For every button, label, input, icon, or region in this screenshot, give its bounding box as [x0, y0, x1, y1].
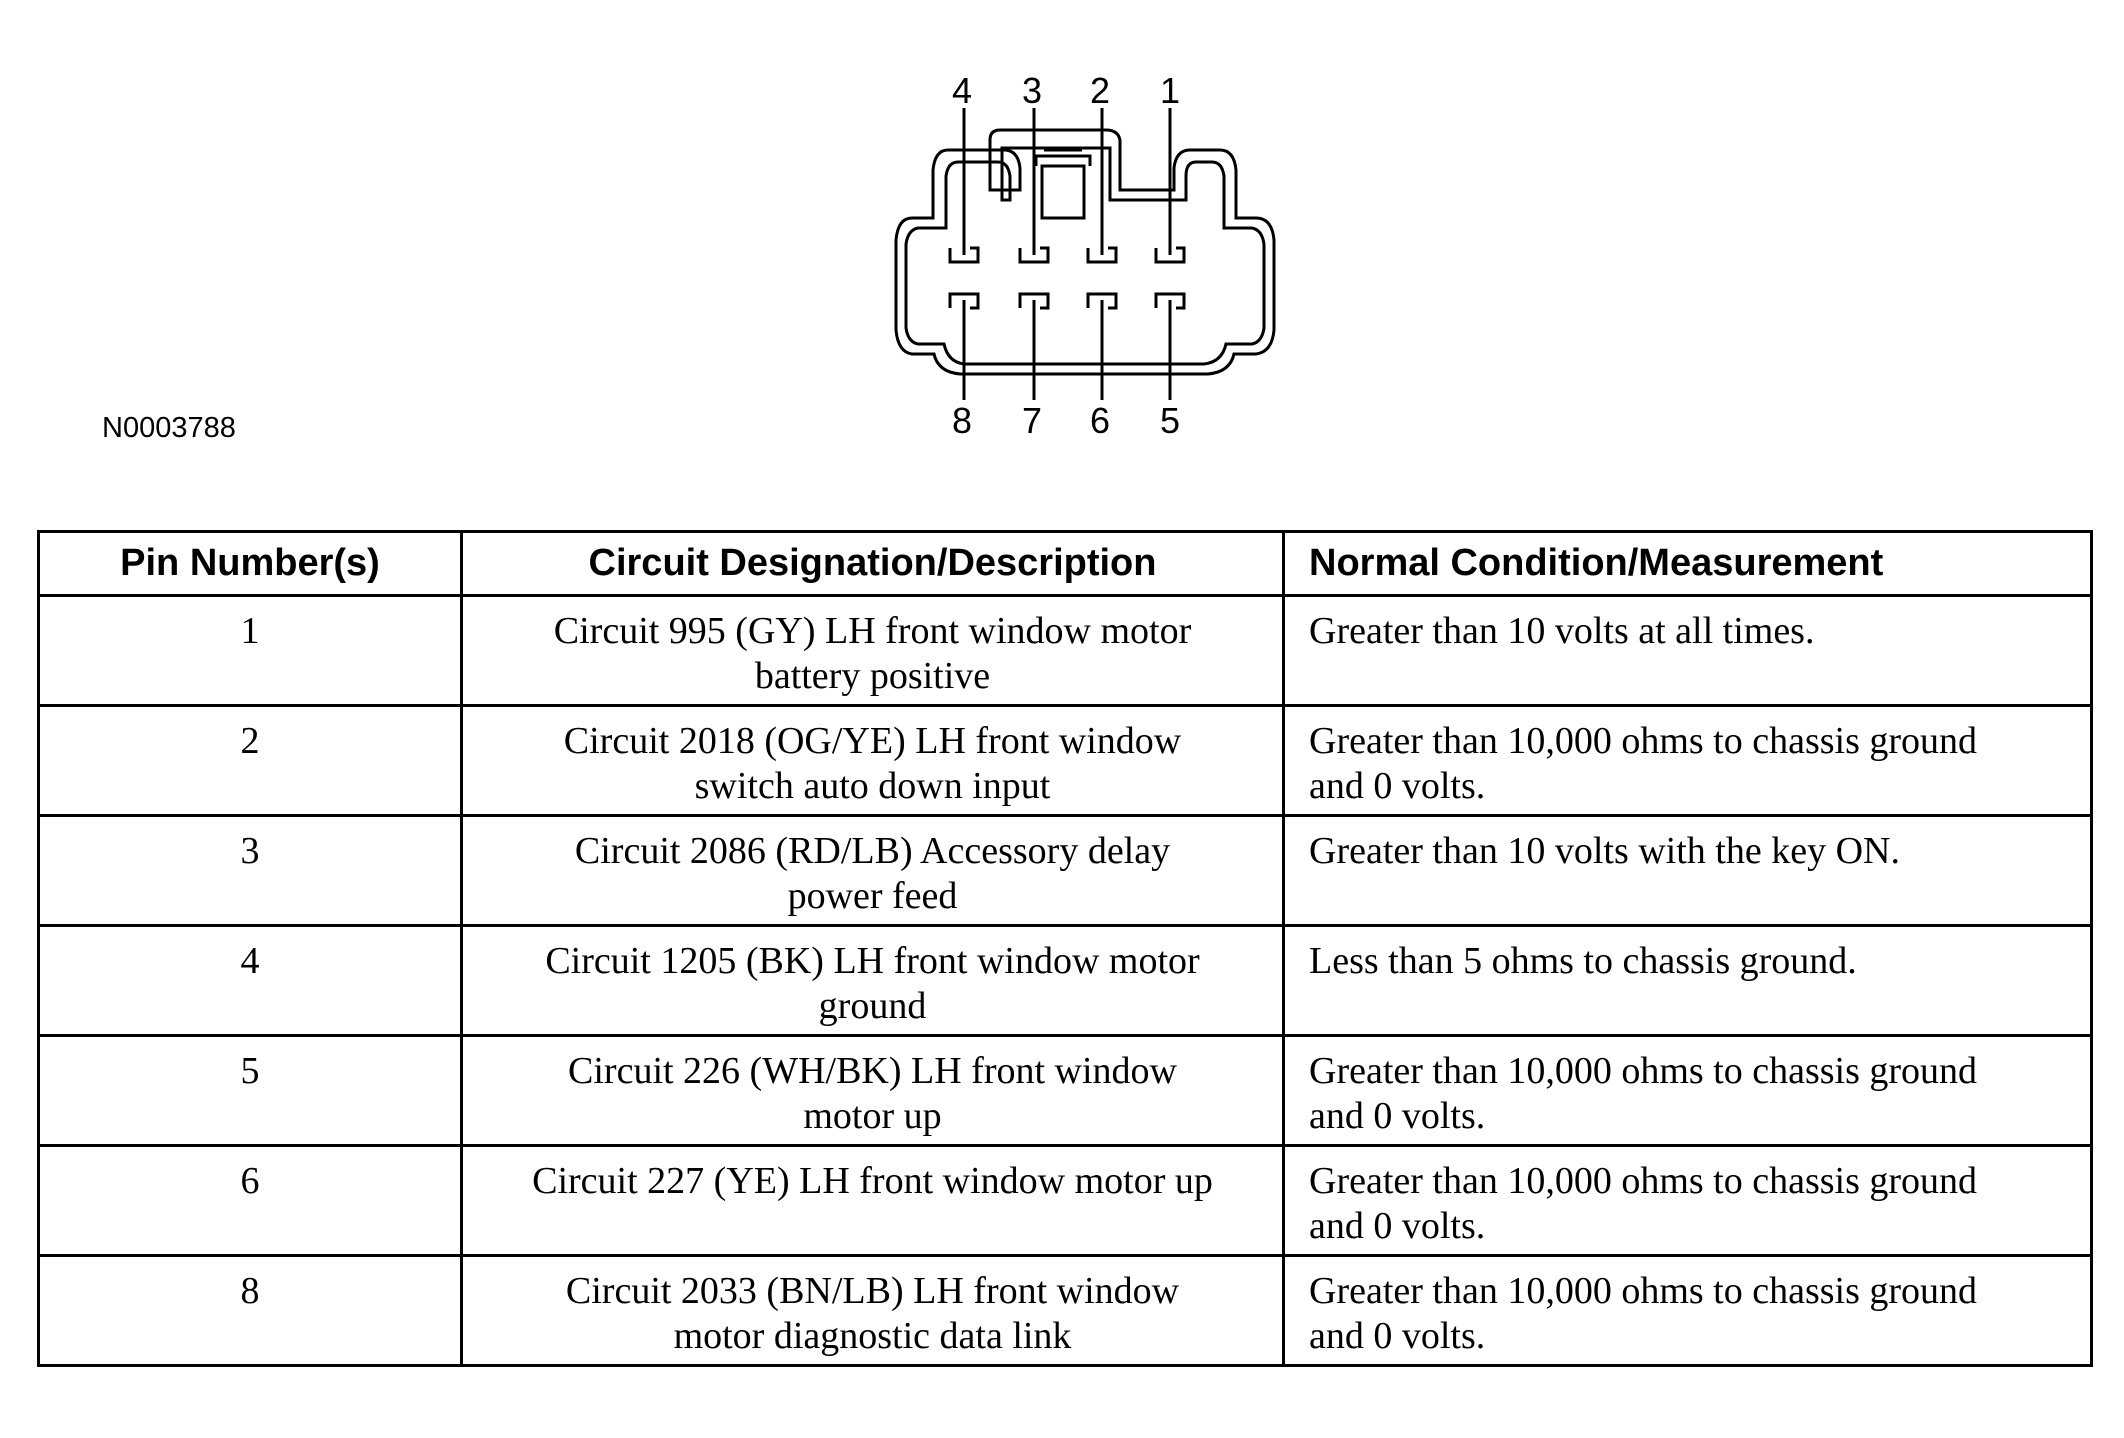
- normal-condition-line: Greater than 10,000 ohms to chassis ground: [1309, 1050, 1978, 1092]
- pin-number-cell: 1: [39, 596, 462, 706]
- circuit-description-line: switch auto down input: [694, 765, 1051, 807]
- header-normal-condition: Normal Condition/Measurement: [1284, 532, 2092, 596]
- circuit-description-cell: [462, 816, 1284, 926]
- circuit-description-line: power feed: [787, 875, 958, 917]
- circuit-description-cell: [462, 1146, 1284, 1256]
- pin-number-cell: 4: [39, 926, 462, 1036]
- header-circuit-description: Circuit Designation/Description: [462, 532, 1284, 596]
- circuit-description-cell: [462, 1036, 1284, 1146]
- normal-condition-cell: [1284, 1256, 2092, 1366]
- circuit-description-line: Circuit 2086 (RD/LB) Accessory delay: [574, 830, 1171, 872]
- pin-label-1: 1: [1160, 70, 1181, 111]
- circuit-description-line: Circuit 2033 (BN/LB) LH front window: [565, 1270, 1180, 1312]
- pin-label-4: 4: [952, 70, 973, 111]
- pin-label-7: 7: [1022, 400, 1043, 441]
- normal-condition-cell: [1284, 706, 2092, 816]
- header-pin-number: Pin Number(s): [39, 532, 462, 596]
- normal-condition-line: Greater than 10,000 ohms to chassis ground: [1309, 720, 1978, 762]
- circuit-description-cell: [462, 706, 1284, 816]
- circuit-description-line: Circuit 2018 (OG/YE) LH front window: [563, 720, 1182, 762]
- pin-number-cell: 8: [39, 1256, 462, 1366]
- pin-number-cell: 3: [39, 816, 462, 926]
- table-row: [39, 706, 2092, 816]
- circuit-description-cell: [462, 926, 1284, 1036]
- table-body: [39, 596, 2092, 1366]
- normal-condition-line: and 0 volts.: [1309, 1205, 1486, 1247]
- table-row: [39, 1146, 2092, 1256]
- circuit-description-line: Circuit 1205 (BK) LH front window motor: [545, 940, 1200, 982]
- pin-number-cell: 6: [39, 1146, 462, 1256]
- pin-label-3: 3: [1022, 70, 1043, 111]
- table-row: [39, 1036, 2092, 1146]
- pin-label-8: 8: [952, 400, 973, 441]
- normal-condition-cell: [1284, 1036, 2092, 1146]
- circuit-description-cell: [462, 1256, 1284, 1366]
- normal-condition-line: Less than 5 ohms to chassis ground.: [1309, 940, 1857, 982]
- figure-id: N0003788: [102, 412, 236, 444]
- normal-condition-cell: [1284, 1146, 2092, 1256]
- circuit-description-line: motor up: [803, 1095, 942, 1137]
- normal-condition-line: and 0 volts.: [1309, 1315, 1486, 1357]
- normal-condition-line: Greater than 10 volts with the key ON.: [1309, 830, 1900, 872]
- pin-table: [37, 530, 2093, 1367]
- normal-condition-cell: [1284, 596, 2092, 706]
- pin-label-5: 5: [1160, 400, 1181, 441]
- table-row: [39, 1256, 2092, 1366]
- pin-number-cell: 2: [39, 706, 462, 816]
- pin-label-2: 2: [1090, 70, 1111, 111]
- table-header-row: [39, 532, 2092, 596]
- circuit-description-line: battery positive: [754, 655, 991, 697]
- pin-number-cell: 5: [39, 1036, 462, 1146]
- circuit-description-line: ground: [818, 985, 927, 1027]
- circuit-description-line: motor diagnostic data link: [673, 1315, 1072, 1357]
- normal-condition-line: and 0 volts.: [1309, 765, 1486, 807]
- circuit-description-line: Circuit 995 (GY) LH front window motor: [553, 610, 1192, 652]
- circuit-description-line: Circuit 226 (WH/BK) LH front window: [568, 1050, 1177, 1092]
- normal-condition-line: Greater than 10 volts at all times.: [1309, 610, 1815, 652]
- circuit-description-cell: [462, 596, 1284, 706]
- table-row: [39, 816, 2092, 926]
- table-row: [39, 926, 2092, 1036]
- pin-label-6: 6: [1090, 400, 1111, 441]
- normal-condition-line: Greater than 10,000 ohms to chassis ground: [1309, 1160, 1978, 1202]
- circuit-description-line: Circuit 227 (YE) LH front window motor up: [532, 1160, 1213, 1202]
- normal-condition-cell: [1284, 926, 2092, 1036]
- table-row: [39, 596, 2092, 706]
- normal-condition-cell: [1284, 816, 2092, 926]
- normal-condition-line: and 0 volts.: [1309, 1095, 1486, 1137]
- normal-condition-line: Greater than 10,000 ohms to chassis ground: [1309, 1270, 1978, 1312]
